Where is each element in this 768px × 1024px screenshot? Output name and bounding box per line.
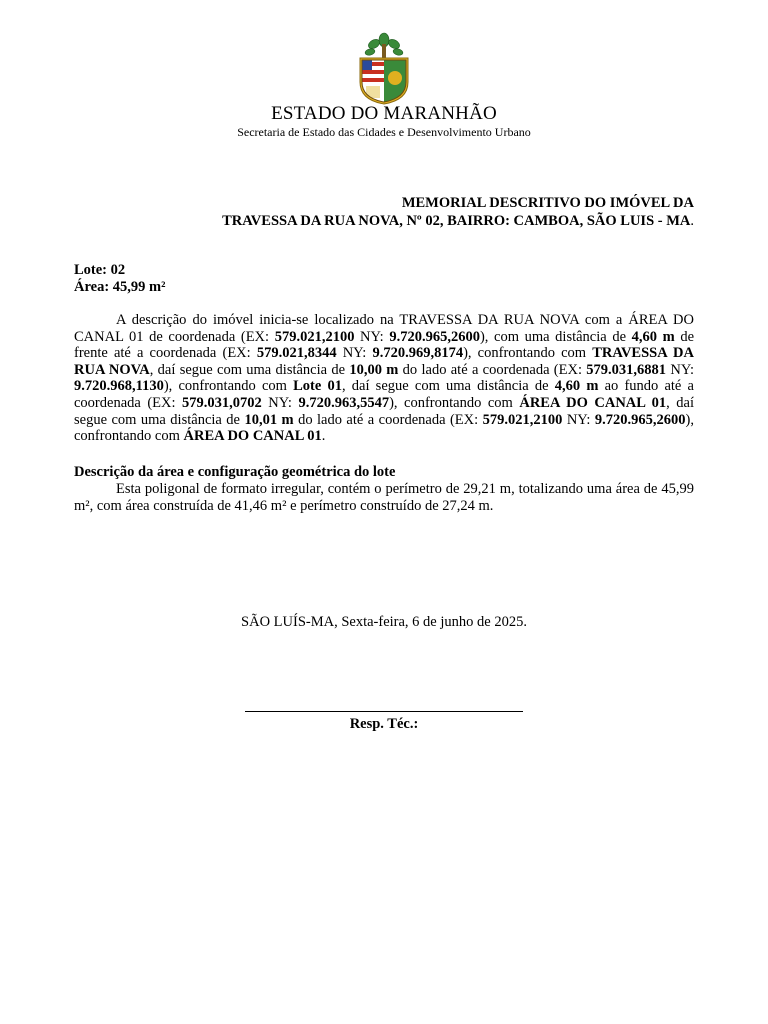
desc-bold: 579.031,6881	[586, 361, 667, 378]
lote-info	[74, 262, 165, 296]
area-label: Área: 45,99 m²	[74, 279, 166, 295]
desc-text: do lado até a coordenada (EX:	[293, 411, 483, 428]
desc-bold: ÁREA DO CANAL 01	[519, 394, 667, 411]
description-paragraph	[74, 312, 694, 445]
maranhao-coat-of-arms-icon	[352, 32, 416, 106]
desc-bold: 9.720.965,2600	[389, 328, 480, 345]
desc-text: NY:	[261, 394, 299, 411]
desc-bold: 9.720.963,5547	[298, 394, 390, 411]
memorial-title-line2	[222, 212, 694, 230]
desc-text: NY:	[562, 411, 595, 428]
memorial-title	[222, 194, 694, 230]
desc-text: NY:	[354, 328, 390, 345]
desc-bold: 579.021,2100	[482, 411, 563, 428]
desc-bold: TRAVESSA DA RUA NOVA	[74, 345, 694, 378]
desc-text: NY:	[336, 345, 373, 362]
state-title: ESTADO DO MARANHÃO	[271, 103, 497, 124]
desc-bold: 579.031,0702	[182, 394, 262, 411]
desc-text: , daí segue com uma distância de	[341, 378, 555, 395]
secretaria-subtitle: Secretaria de Estado das Cidades e Desenvolvimento Urbano	[237, 125, 531, 139]
desc-text: NY:	[666, 361, 694, 378]
desc-text: , daí segue com uma distância de	[149, 361, 350, 378]
memorial-title-line2-text: TRAVESSA DA RUA NOVA, Nº 02, BAIRRO: CAMBOA, SÃO LUIS - MA	[222, 213, 691, 229]
desc-bold: 9.720.968,1130	[74, 378, 164, 395]
desc-bold: 9.720.969,8174	[372, 345, 464, 362]
desc-bold: 10,01 m	[244, 411, 294, 428]
desc-text: de frente até a coordenada (EX:	[74, 328, 695, 362]
desc-bold: ÁREA DO CANAL 01	[183, 428, 322, 445]
signature-line	[245, 711, 523, 712]
lote-label: Lote: 02	[74, 262, 126, 278]
desc-text: ), confrontando com	[463, 345, 593, 362]
desc-text: ), com uma distância de	[479, 328, 632, 345]
desc-text: ), confrontando com	[389, 394, 520, 411]
desc-text: ao fundo até a coordenada (EX:	[74, 378, 694, 411]
desc-bold: 579.021,2100	[274, 328, 355, 345]
geometry-paragraph: Esta poligonal de formato irregular, contém o perímetro de 29,21 m, totalizando uma área de 45,99 m², com área construída de 41,46 m² e perímetro construído de 27,24 m.	[74, 481, 694, 514]
desc-bold: 579.021,8344	[256, 345, 337, 362]
memorial-title-line1: MEMORIAL DESCRITIVO DO IMÓVEL DA	[401, 195, 694, 211]
place-date: SÃO LUÍS-MA, Sexta-feira, 6 de junho de 2025.	[241, 614, 527, 630]
desc-bold: 10,00 m	[349, 361, 399, 378]
desc-bold: 9.720.965,2600	[594, 411, 686, 428]
geometry-heading: Descrição da área e configuração geométrica do lote	[74, 464, 396, 480]
memorial-title-period: .	[690, 213, 694, 229]
desc-bold: 4,60 m	[554, 378, 599, 395]
desc-text: , daí segue com uma distância de	[74, 394, 695, 428]
desc-text: ), confrontando com	[74, 411, 695, 445]
desc-bold: Lote 01	[293, 378, 342, 395]
desc-text: ), confrontando com	[163, 378, 294, 395]
desc-text: do lado até a coordenada (EX:	[398, 361, 587, 378]
desc-bold: 4,60 m	[631, 328, 675, 345]
resp-tec-label: Resp. Téc.:	[349, 716, 419, 732]
desc-text: A descrição do imóvel inicia-se localizado na TRAVESSA DA RUA NOVA com a ÁREA DO CANAL 01 de coordenada (EX:	[74, 312, 694, 345]
desc-text: .	[321, 428, 326, 445]
